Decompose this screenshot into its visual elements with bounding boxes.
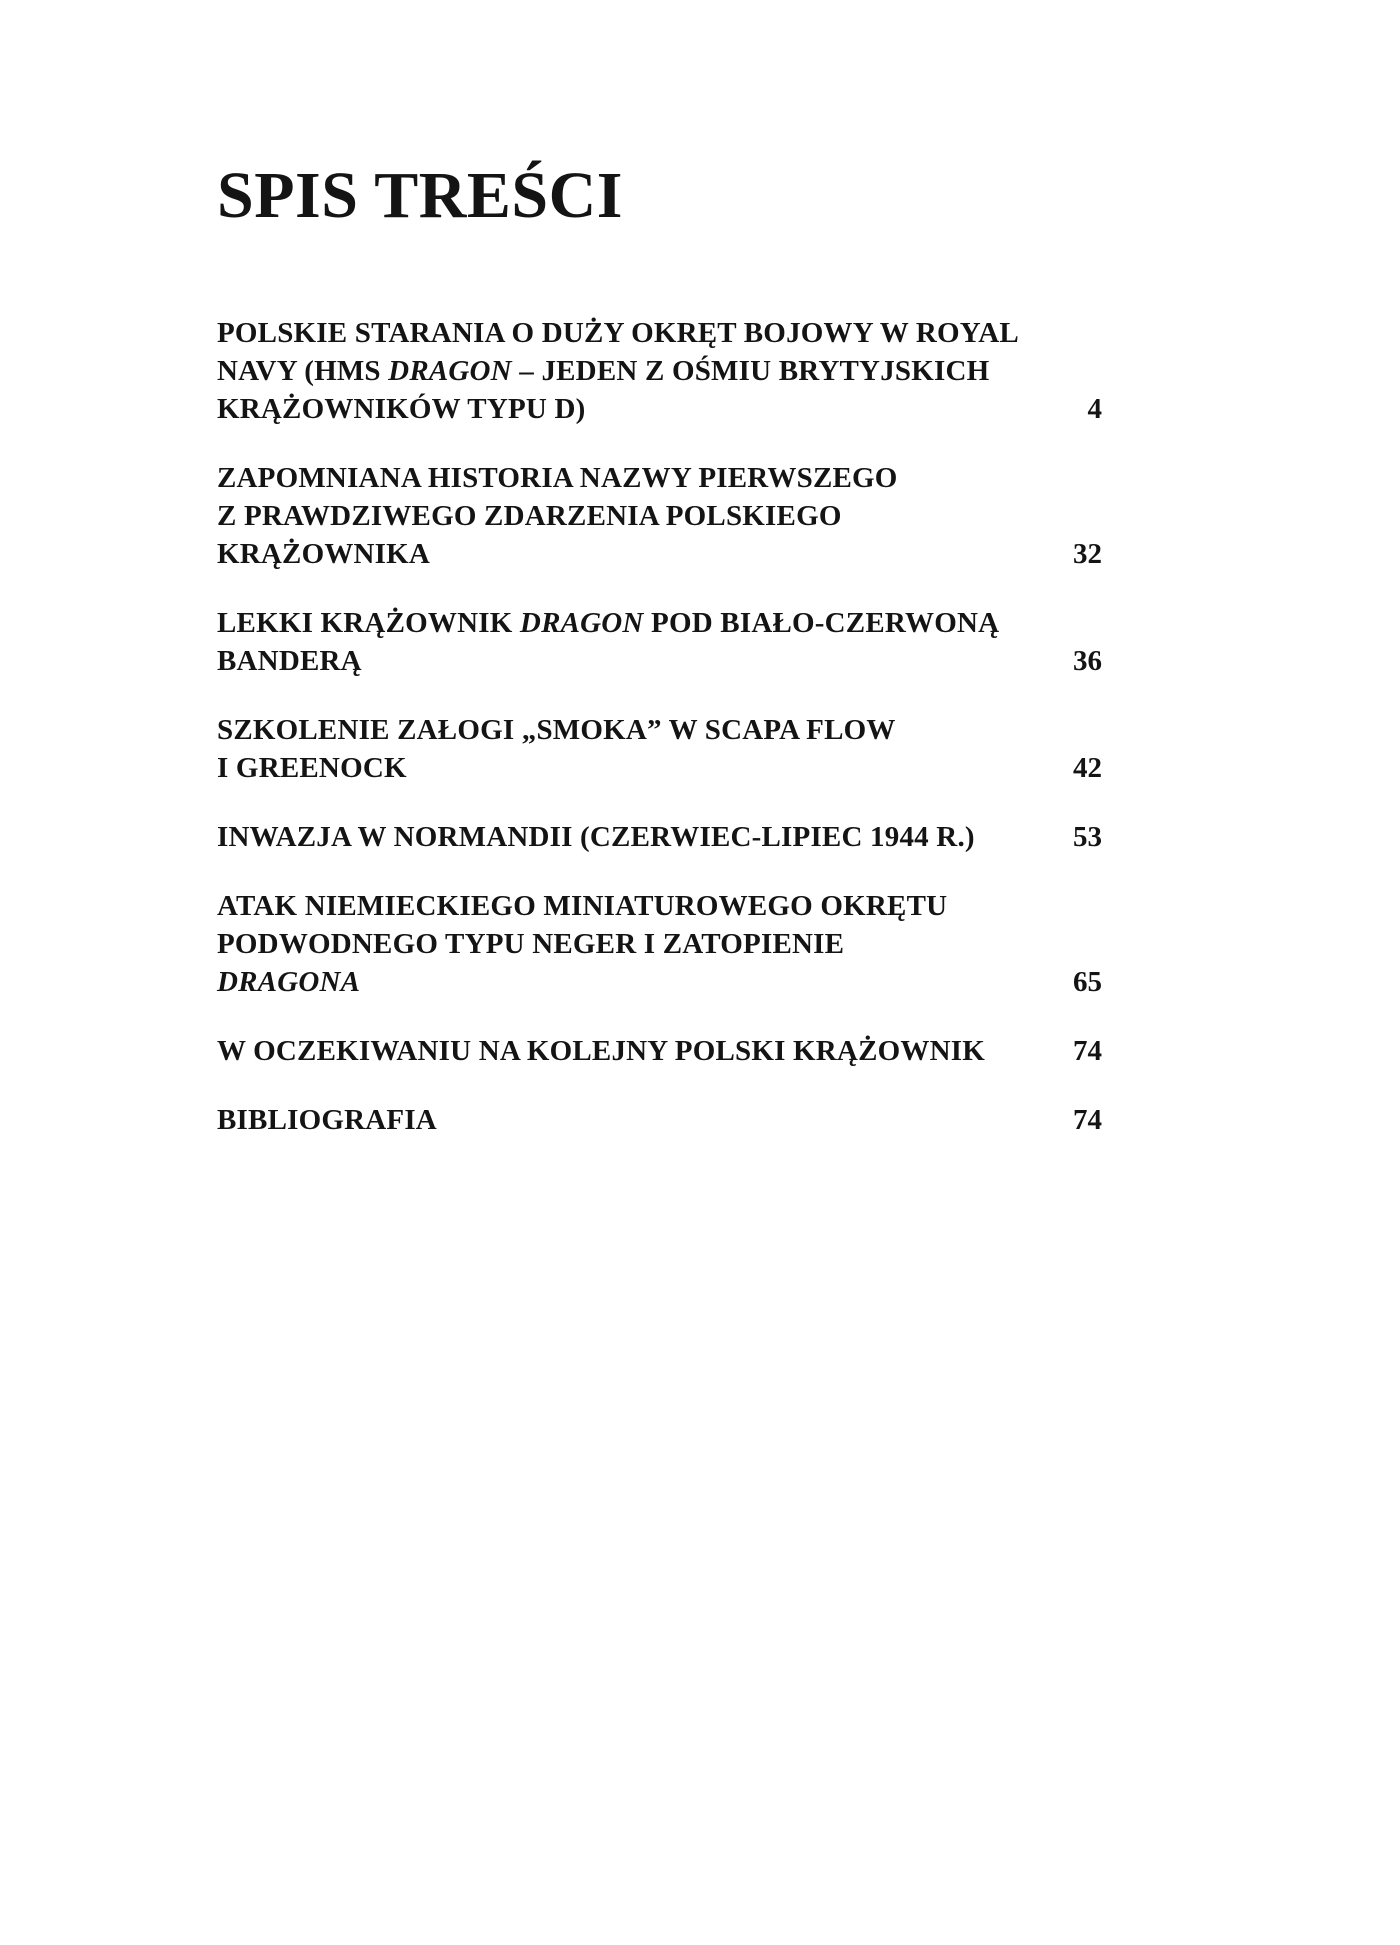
title-text: Z PRAWDZIWEGO ZDARZENIA POLSKIEGO: [217, 500, 842, 532]
title-text: POD BIAŁO-CZERWONĄ: [643, 607, 1000, 639]
toc-entry-title-line: [217, 390, 1077, 428]
toc-entry-title-line: [217, 925, 1077, 963]
toc-entry-title-line: [217, 887, 1077, 925]
title-text: LEKKI KRĄŻOWNIK: [217, 607, 520, 639]
table-of-contents: [217, 314, 1102, 1170]
title-text: POLSKIE STARANIA O DUŻY OKRĘT BOJOWY W ROYAL: [217, 317, 1019, 349]
toc-entry-page-number: 74: [1073, 1104, 1102, 1136]
toc-entry-title-line: [217, 1101, 1077, 1139]
toc-entry-title-line: [217, 314, 1077, 352]
title-text: ATAK NIEMIECKIEGO MINIATUROWEGO OKRĘTU: [217, 890, 948, 922]
toc-entry-page-number: 32: [1073, 538, 1102, 570]
toc-entry-page-number: 42: [1073, 752, 1102, 784]
toc-entry-title: [217, 887, 1077, 1001]
title-text: KRĄŻOWNIKÓW TYPU D): [217, 393, 586, 425]
toc-entry-title: [217, 314, 1077, 428]
toc-entry-title: [217, 604, 1077, 680]
toc-entry-title-line: [217, 604, 1077, 642]
toc-entry-title-line: [217, 459, 1077, 497]
title-text: ZAPOMNIANA HISTORIA NAZWY PIERWSZEGO: [217, 462, 898, 494]
toc-entry-title-line: [217, 535, 1077, 573]
title-text: – JEDEN Z OŚMIU BRYTYJSKICH: [511, 355, 990, 387]
toc-entry-title-line: [217, 1032, 1077, 1070]
toc-entry-title-line: [217, 818, 1077, 856]
title-text: I GREENOCK: [217, 752, 407, 784]
toc-entry: [217, 604, 1102, 680]
title-text: W OCZEKIWANIU NA KOLEJNY POLSKI KRĄŻOWNIK: [217, 1035, 985, 1067]
page-title: SPIS TREŚCI: [217, 159, 623, 232]
toc-entry-page-number: 74: [1073, 1035, 1102, 1067]
toc-entry-title-line: [217, 711, 1077, 749]
toc-entry: [217, 818, 1102, 856]
toc-entry-title: [217, 1032, 1077, 1070]
toc-entry-title: [217, 818, 1077, 856]
toc-entry: [217, 314, 1102, 428]
title-text: BANDERĄ: [217, 645, 362, 677]
title-text: KRĄŻOWNIKA: [217, 538, 431, 570]
toc-entry-title-line: [217, 497, 1077, 535]
toc-entry: [217, 887, 1102, 1001]
toc-entry-title-line: [217, 642, 1077, 680]
toc-entry-title: [217, 1101, 1077, 1139]
toc-entry: [217, 459, 1102, 573]
toc-entry-page-number: 53: [1073, 821, 1102, 853]
toc-entry-title: [217, 711, 1077, 787]
toc-entry: [217, 711, 1102, 787]
title-text: PODWODNEGO TYPU NEGER I ZATOPIENIE: [217, 928, 845, 960]
toc-entry-page-number: 36: [1073, 645, 1102, 677]
toc-entry: [217, 1032, 1102, 1070]
toc-entry-title-line: [217, 352, 1077, 390]
italic-ship-name: DRAGON: [519, 607, 644, 639]
title-text: NAVY (HMS: [217, 355, 389, 387]
toc-entry-title: [217, 459, 1077, 573]
italic-ship-name: DRAGON: [388, 355, 512, 387]
toc-entry-page-number: 4: [1087, 393, 1102, 425]
toc-entry-title-line: [217, 749, 1077, 787]
toc-entry-title-line: [217, 963, 1077, 1001]
title-text: INWAZJA W NORMANDII (CZERWIEC-LIPIEC 1944 R.): [217, 821, 975, 853]
italic-ship-name: DRAGONA: [217, 966, 361, 998]
toc-entry-page-number: 65: [1073, 966, 1102, 998]
title-text: BIBLIOGRAFIA: [217, 1104, 437, 1136]
title-text: SZKOLENIE ZAŁOGI „SMOKA” W SCAPA FLOW: [217, 714, 896, 746]
toc-entry: [217, 1101, 1102, 1139]
